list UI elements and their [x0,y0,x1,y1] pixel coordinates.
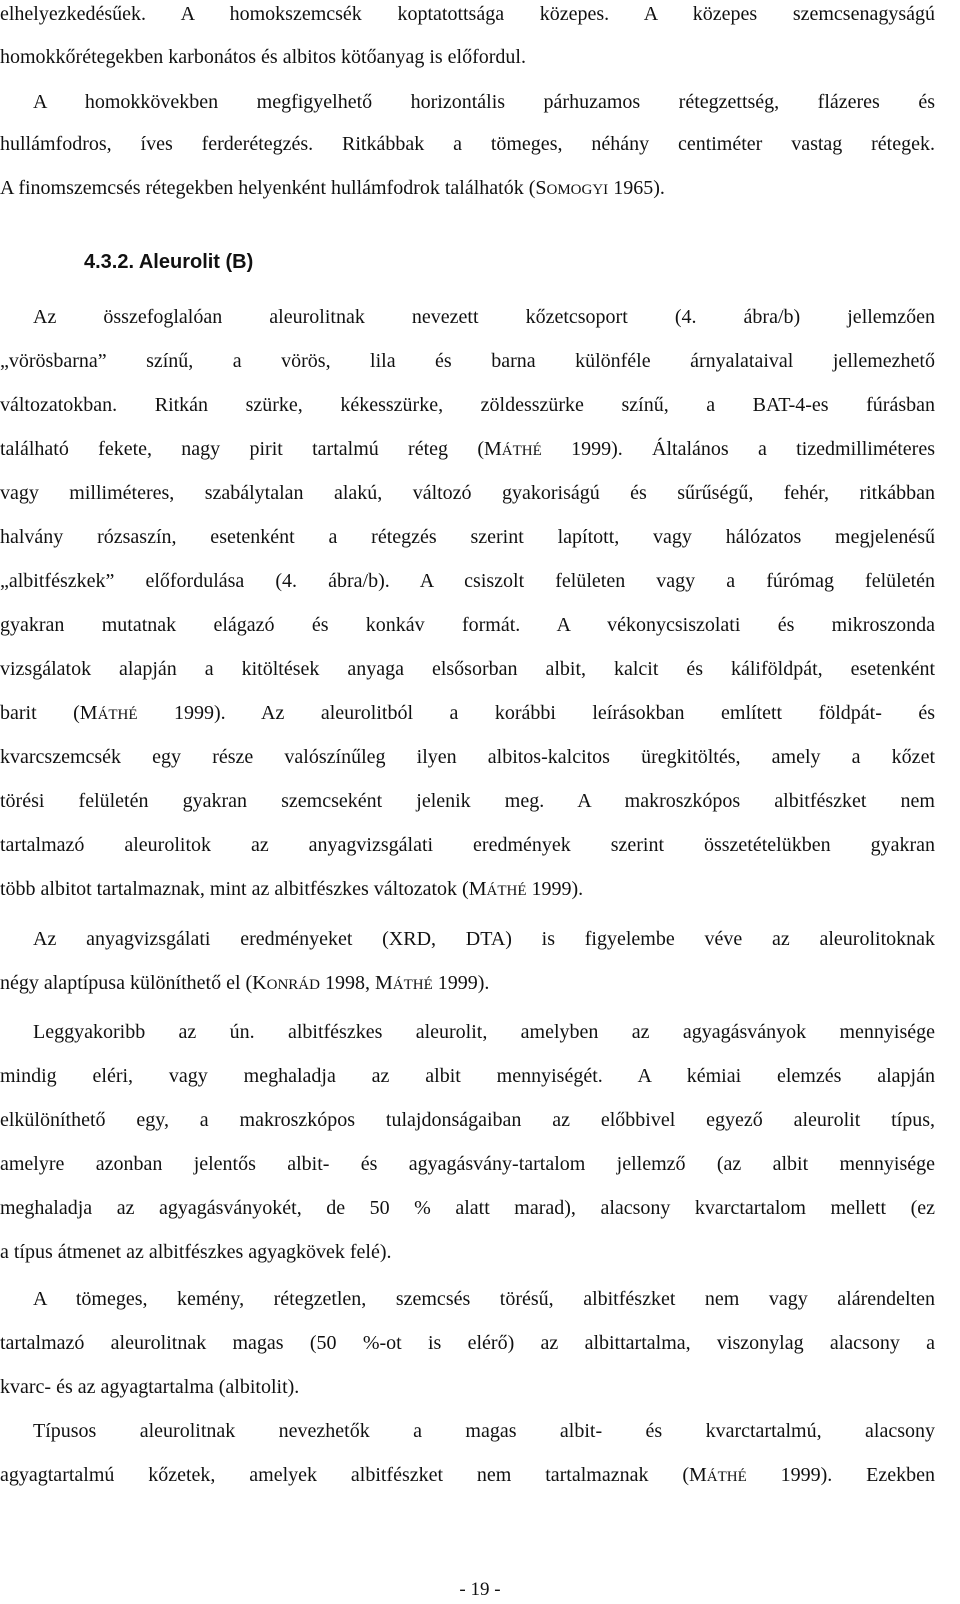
text-line: négy alaptípusa különíthető el (KONRÁD 1998, MÁTHÉ 1999). [0,972,490,994]
text-line: vizsgálatok alapján a kitöltések anyaga elsősorban albit, kalcit és káliföldpát, esetenként [0,658,935,680]
text-line: barit (MÁTHÉ 1999). Az aleurolitból a korábbi leírásokban említett földpát- és [0,702,936,724]
text-line: kvarcszemcsék egy része valószínűleg ilyen albitos-kalcitos üregkitöltés, amely a kőzet [0,746,935,768]
text-line: gyakran mutatnak elágazó és konkáv formát. A vékonycsiszolati és mikroszonda [0,614,935,636]
text-line: „vörösbarna” színű, a vörös, lila és barna különféle árnyalataival jellemezhető [0,350,935,372]
text-line: tartalmazó aleurolitnak magas (50 %-ot is elérő) az albittartalma, viszonylag alacsony a [0,1332,935,1354]
text-line: elhelyezkedésűek. A homokszemcsék koptatottsága közepes. A közepes szemcsenagyságú [0,3,935,25]
text-line: halvány rózsaszín, esetenként a rétegzés szerint lapított, vagy hálózatos megjelenésű [0,526,935,548]
text-line: Típusos aleurolitnak nevezhetők a magas albit- és kvarctartalmú, alacsony [33,1420,935,1442]
section-heading: 4.3.2. Aleurolit (B) [84,251,254,273]
text-line: A tömeges, kemény, rétegzetlen, szemcsés törésű, albitfészket nem vagy alárendelten [33,1288,935,1310]
text-line: változatokban. Ritkán szürke, kékesszürke, zöldesszürke színű, a BAT-4-es fúrásban [0,394,935,416]
text-line: található fekete, nagy pirit tartalmú réteg (MÁTHÉ 1999). Általános a tizedmilliméteres [0,438,936,460]
text-line: mindig eléri, vagy meghaladja az albit mennyiségét. A kémiai elemzés alapján [0,1065,935,1087]
text-line: kvarc- és az agyagtartalma (albitolit). [0,1376,300,1398]
text-line: tartalmazó aleurolitok az anyagvizsgálati eredmények szerint összetételükben gyakran [0,834,935,856]
text-line: elkülöníthető egy, a makroszkópos tulajdonságaiban az előbbivel egyező aleurolit típus, [0,1109,935,1131]
text-line: a típus átmenet az albitfészkes agyagkövek felé). [0,1241,392,1263]
text-line: vagy milliméteres, szabálytalan alakú, változó gyakoriságú és sűrűségű, fehér, ritkábban [0,482,935,504]
text-line: Leggyakoribb az ún. albitfészkes aleurolit, amelyben az agyagásványok mennyisége [33,1021,935,1043]
text-line: A homokkövekben megfigyelhető horizontális párhuzamos rétegzettség, flázeres és [33,91,935,113]
text-line: Az összefoglalóan aleurolitnak nevezett kőzetcsoport (4. ábra/b) jellemzően [33,306,935,328]
text-line: meghaladja az agyagásványokét, de 50 % alatt marad), alacsony kvarctartalom mellett (ez [0,1197,935,1219]
text-line: több albitot tartalmaznak, mint az albitfészkes változatok (MÁTHÉ 1999). [0,878,584,900]
text-line: Az anyagvizsgálati eredményeket (XRD, DTA) is figyelembe véve az aleurolitoknak [33,928,935,950]
text-line: „albitfészkek” előfordulása (4. ábra/b). A csiszolt felületen vagy a fúrómag felületén [0,570,935,592]
text-line: törési felületén gyakran szemcseként jelenik meg. A makroszkópos albitfészket nem [0,790,935,812]
text-line: hullámfodros, íves ferderétegzés. Ritkábbak a tömeges, néhány centiméter vastag rétegek. [0,133,935,155]
page-number: - 19 - [459,1579,501,1600]
text-line: agyagtartalmú kőzetek, amelyek albitfészket nem tartalmaznak (MÁTHÉ 1999). Ezekben [0,1464,935,1486]
text-line: homokkőrétegekben karbonátos és albitos kötőanyag is előfordul. [0,46,526,68]
text-line: A finomszemcsés rétegekben helyenként hullámfodrok találhatók (SOMOGYI 1965). [0,177,665,199]
text-line: amelyre azonban jelentős albit- és agyagásvány-tartalom jellemző (az albit mennyisége [0,1153,935,1175]
